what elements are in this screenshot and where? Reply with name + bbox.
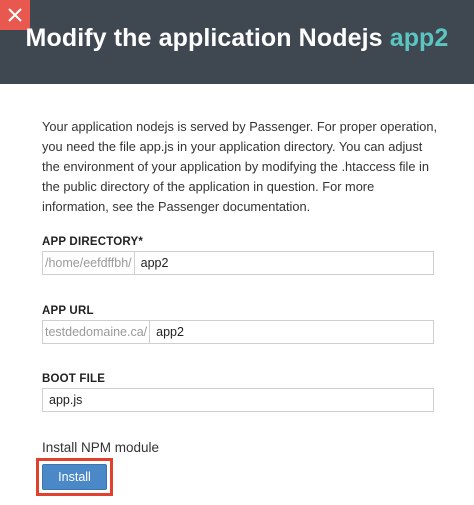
dialog-header — [0, 0, 474, 84]
app-directory-field — [42, 251, 434, 275]
description-text: Your application nodejs is served by Passenger. For proper operation, you need the file app.js in your application directory. You can adjust the environment of your application by modifying the .htaccess file in the public directory of the application in question. For more information, see the Passenger documentation. — [42, 119, 438, 214]
install-button[interactable]: Install — [42, 464, 107, 490]
boot-file-input[interactable] — [43, 389, 433, 411]
app-directory-input[interactable] — [135, 252, 433, 274]
app-url-prefix: testdedomaine.ca/ — [43, 321, 150, 343]
app-url-field — [42, 320, 434, 344]
title-app-name: app2 — [389, 24, 449, 52]
dialog-title — [0, 24, 474, 53]
boot-file-label: BOOT FILE — [42, 373, 106, 385]
npm-module-label: Install NPM module — [42, 440, 160, 455]
app-directory-label: APP DIRECTORY* — [42, 236, 143, 248]
title-text: Modify the application Nodejs — [25, 24, 390, 52]
app-directory-prefix: /home/eefdffbh/ — [43, 252, 135, 274]
app-url-input[interactable] — [150, 321, 433, 343]
app-url-label: APP URL — [42, 305, 94, 317]
boot-file-field — [42, 388, 434, 412]
